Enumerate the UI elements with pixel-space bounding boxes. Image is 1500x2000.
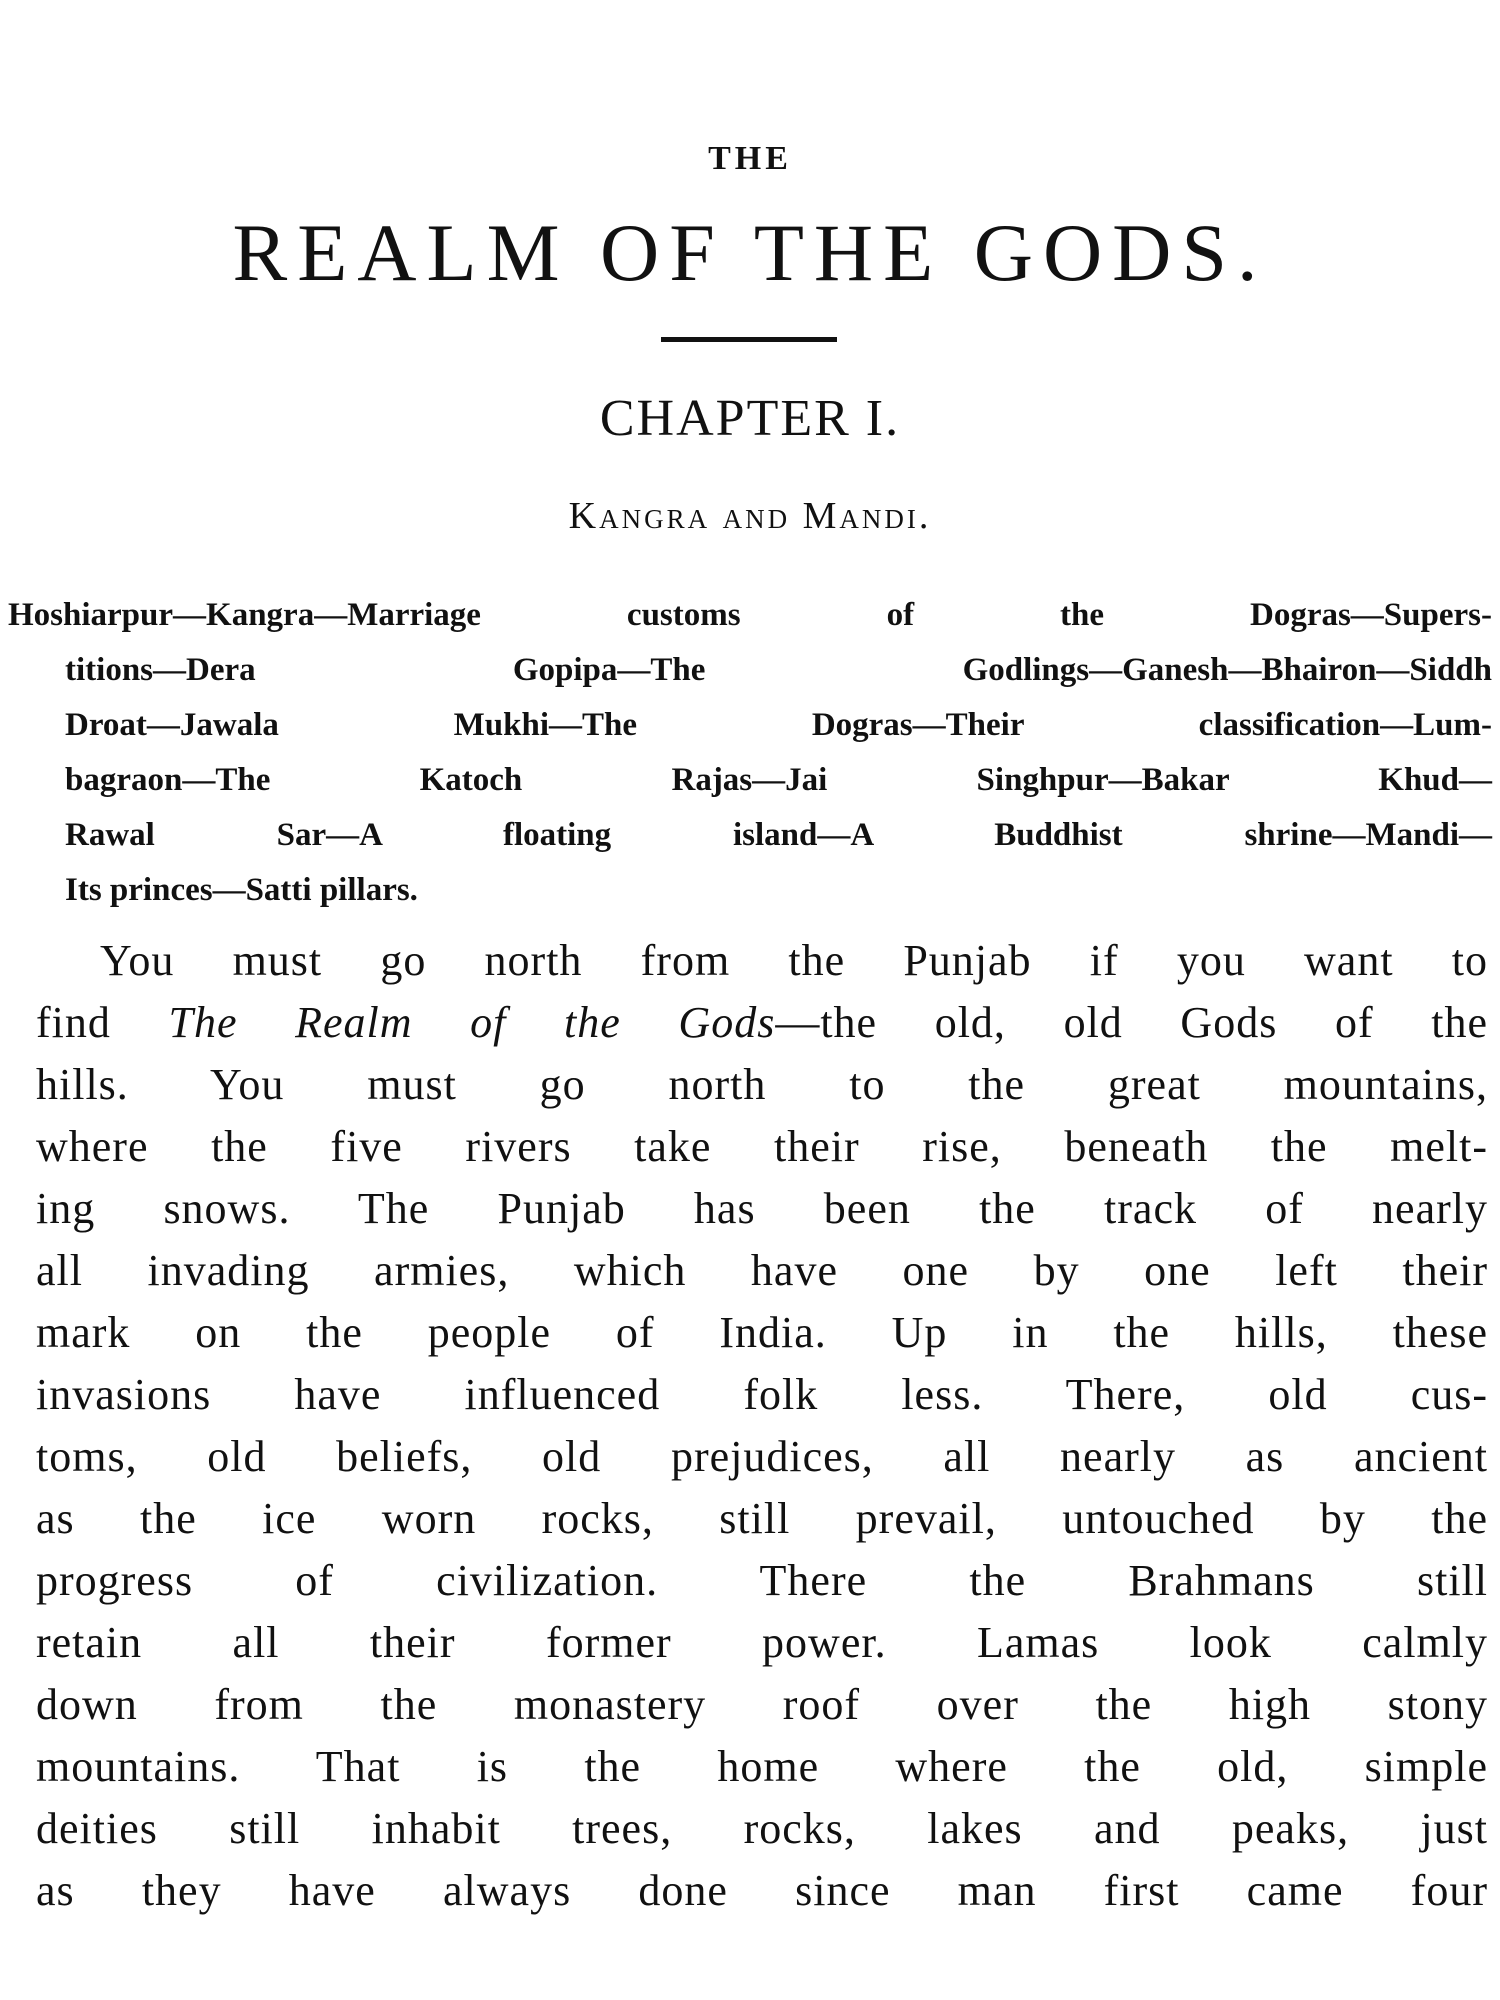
pre-title: THE — [708, 140, 792, 177]
body-line: deities still inhabit trees, rocks, lakes and peaks, just — [36, 1804, 1488, 1853]
title-divider — [661, 337, 837, 342]
body-line — [36, 992, 1488, 1054]
body-paragraph — [36, 930, 1488, 1922]
chapter-heading: CHAPTER I. — [599, 390, 901, 447]
book-title: REALM OF THE GODS. — [232, 207, 1268, 298]
body-line: all invading armies, which have one by one left their — [36, 1246, 1488, 1295]
chapter-summary — [8, 588, 1492, 918]
summary-line: Rawal Sar—A floating island—A Buddhist shrine—Mandi— — [65, 817, 1492, 853]
summary-line: Hoshiarpur—Kangra—Marriage customs of the Dogras—Supers- — [8, 597, 1492, 633]
body-text-segment: —the old, old Gods of the — [775, 998, 1488, 1047]
body-line: as the ice worn rocks, still prevail, untouched by the — [36, 1494, 1488, 1543]
summary-line: Its princes—Satti pillars. — [65, 872, 418, 908]
body-line: retain all their former power. Lamas look calmly — [36, 1618, 1488, 1667]
body-line: down from the monastery roof over the high stony — [36, 1680, 1488, 1729]
italic-book-title: The Realm of the Gods — [168, 998, 776, 1047]
chapter-subject: Kangra and Mandi. — [568, 495, 932, 537]
body-line: invasions have influenced folk less. There, old cus- — [36, 1370, 1488, 1419]
body-text-segment: find — [36, 998, 169, 1047]
body-line: mountains. That is the home where the old, simple — [36, 1742, 1488, 1791]
body-line: as they have always done since man first came four — [36, 1866, 1488, 1915]
body-line: hills. You must go north to the great mountains, — [36, 1060, 1488, 1109]
body-line: You must go north from the Punjab if you want to — [100, 936, 1488, 985]
summary-line: bagraon—The Katoch Rajas—Jai Singhpur—Bakar Khud— — [65, 762, 1492, 798]
body-line: where the five rivers take their rise, beneath the melt- — [36, 1122, 1488, 1171]
summary-line: titions—Dera Gopipa—The Godlings—Ganesh—Bhairon—Siddh — [65, 652, 1492, 688]
body-line: progress of civilization. There the Brahmans still — [36, 1556, 1488, 1605]
body-line: mark on the people of India. Up in the hills, these — [36, 1308, 1488, 1357]
summary-line: Droat—Jawala Mukhi—The Dogras—Their classification—Lum- — [65, 707, 1492, 743]
body-line: toms, old beliefs, old prejudices, all nearly as ancient — [36, 1432, 1488, 1481]
body-line: ing snows. The Punjab has been the track of nearly — [36, 1184, 1488, 1233]
